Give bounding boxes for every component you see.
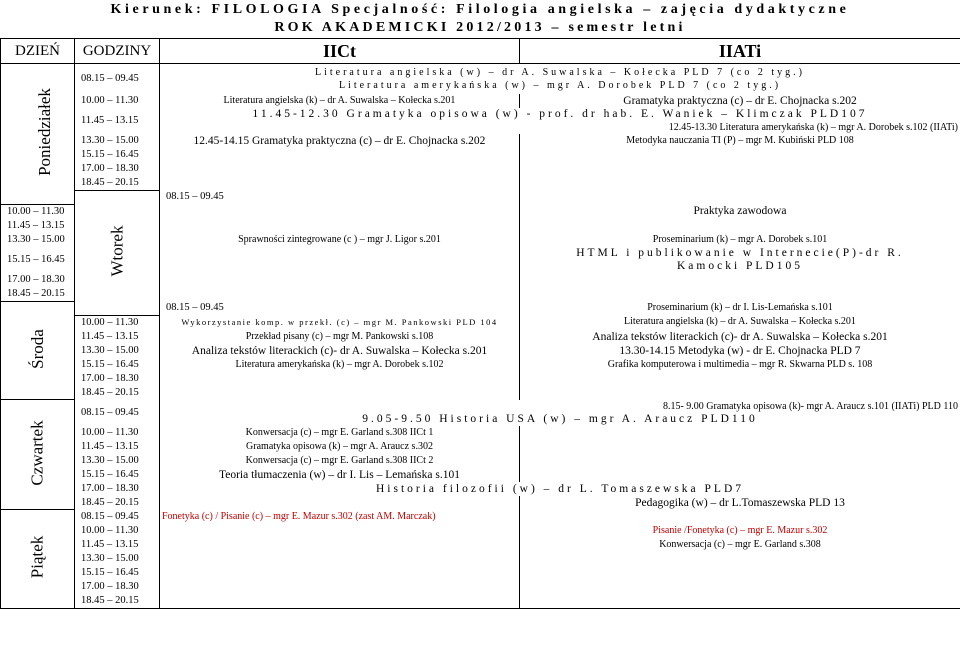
class-cell [160,64,960,94]
time-slot: 17.00 – 18.30 [1,273,75,287]
class-cell: 13.30-14.15 Metodyka (w) - dr E. Chojnacka PLD 7 [520,344,960,358]
time-slot: 10.00 – 11.30 [75,524,160,538]
schedule-row [1,358,960,372]
class-cell: Sprawności zintegrowane (c ) – mgr J. Ligor s.201 [160,233,520,247]
academic-year-title: ROK AKADEMICKI 2012/2013 – semestr letni [274,20,686,35]
class-cell: Konwersacja (c) – mgr E. Garland s.308 IICt 1 [160,426,520,440]
schedule-row [1,482,960,496]
schedule-row [1,176,960,191]
class-cell: Konwersacja (c) – mgr E. Garland s.308 [520,538,960,552]
schedule-row [1,315,960,330]
class-cell: Literatura angielska (k) – dr A. Suwalska – Kołecka s.201 [520,315,960,330]
time-slot: 13.30 – 15.00 [75,344,160,358]
time-slot: 11.45 – 13.15 [75,440,160,454]
day-monday: Poniedziałek [1,64,75,205]
time-slot: 08.15 – 09.45 [75,510,160,524]
time-slot: 15.15 – 16.45 [1,247,75,273]
day-friday: Piątek [1,510,75,609]
time-slot: 08.15 – 09.45 [75,64,160,94]
day-tuesday: Wtorek [75,190,160,315]
class-cell: Analiza tekstów literackich (c)- dr A. Suwalska – Kołecka s.201 [520,330,960,344]
class-cell: Metodyka nauczania TI (P) – mgr M. Kubiński PLD 108 [520,134,960,148]
schedule-row [1,94,960,108]
time-slot: 08.15 – 09.45 [160,190,520,204]
time-slot: 10.00 – 11.30 [1,204,75,219]
schedule-row [1,400,960,426]
time-slot: 10.00 – 11.30 [75,315,160,330]
schedule-row [1,426,960,440]
time-slot: 10.00 – 11.30 [75,426,160,440]
class-cell: Grafika komputerowa i multimedia – mgr R. Skwarna PLD s. 108 [520,358,960,372]
class-lecture: Literatura angielska (w) – dr A. Suwalska – Kołecka PLD 7 (co 2 tyg.) [315,66,805,78]
schedule-table [0,38,960,609]
schedule-row [1,496,960,510]
schedule-row [1,454,960,468]
schedule-row [1,566,960,580]
time-slot: 13.30 – 15.00 [75,552,160,566]
day-column-header: DZIEŃ [1,39,75,64]
time-slot: 17.00 – 18.30 [75,580,160,594]
field-of-study-title: Kierunek: FILOLOGIA Specjalność: Filologia angielska – zajęcia dydaktyczne [110,2,850,17]
time-slot: 18.45 – 20.15 [75,386,160,400]
time-slot: 13.30 – 15.00 [75,134,160,148]
class-cell: 12.45-14.15 Gramatyka praktyczna (c) – dr E. Chojnacka s.202 [160,134,520,148]
class-cell: Proseminarium (k) – dr I. Lis-Lemańska s.101 [520,301,960,315]
class-cell: Konwersacja (c) – mgr E. Garland s.308 IICt 2 [160,454,520,468]
document-header [0,0,960,38]
day-wednesday: Środa [1,301,75,400]
schedule-row [1,372,960,386]
class-lecture: Literatura amerykańska (w) – mgr A. Dorobek PLD 7 (co 2 tyg.) [338,79,782,91]
time-slot: 10.00 – 11.30 [75,94,160,108]
time-slot: 11.45 – 13.15 [75,108,160,134]
schedule-row [1,538,960,552]
time-slot: 15.15 – 16.45 [75,148,160,162]
time-slot: 15.15 – 16.45 [75,468,160,482]
time-slot: 08.15 – 09.45 [160,301,520,315]
class-entry: 12.45-13.30 Literatura amerykańska (k) – mgr A. Dorobek s.102 (IIATi) [668,121,958,133]
time-slot: 13.30 – 15.00 [75,454,160,468]
schedule-row [1,134,960,148]
class-cell: Fonetyka (c) / Pisanie (c) – mgr E. Mazur s.302 (zast AM. Marczak) [160,510,520,524]
time-slot: 13.30 – 15.00 [1,233,75,247]
time-slot: 08.15 – 09.45 [75,400,160,426]
time-slot: 11.45 – 13.15 [75,330,160,344]
time-slot: 18.45 – 20.15 [75,176,160,191]
class-cell: Pedagogika (w) – dr L.Tomaszewska PLD 13 [520,496,960,510]
time-slot: 18.45 – 20.15 [75,496,160,510]
schedule-row [1,440,960,454]
class-cell: Teoria tłumaczenia (w) – dr I. Lis – Lemańska s.101 [160,468,520,482]
class-cell: Literatura angielska (k) – dr A. Suwalska – Kołecka s.201 [160,94,520,108]
class-cell: Literatura amerykańska (k) – mgr A. Dorobek s.102 [160,358,520,372]
time-slot: 18.45 – 20.15 [1,287,75,302]
schedule-row [1,344,960,358]
time-slot: 11.45 – 13.15 [75,538,160,552]
schedule-row [1,162,960,176]
day-thursday: Czwartek [1,400,75,510]
schedule-row [1,330,960,344]
schedule-row [1,108,960,134]
hours-column-header: GODZINY [75,39,160,64]
time-slot: 11.45 – 13.15 [1,219,75,233]
schedule-row [1,148,960,162]
class-cell: HTML i publikowanie w Internecie(P)-dr R. Kamocki PLD105 [520,247,960,273]
class-lecture: 11.45-12.30 Gramatyka opisowa (w) - prof. dr hab. E. Waniek – Klimczak PLD107 [252,107,868,120]
schedule-row [1,386,960,400]
schedule-row [1,510,960,524]
time-slot: 17.00 – 18.30 [75,482,160,496]
time-slot: 15.15 – 16.45 [75,358,160,372]
class-cell: Proseminarium (k) – mgr A. Dorobek s.101 [520,233,960,247]
schedule-row [1,64,960,94]
group-iiati-header: IIATi [520,39,960,64]
schedule-row [1,468,960,482]
class-cell: Analiza tekstów literackich (c)- dr A. Suwalska – Kołecka s.201 [160,344,520,358]
class-cell: Gramatyka opisowa (k) – mgr A. Araucz s.302 [160,440,520,454]
class-cell: 8.15- 9.00 Gramatyka opisowa (k)- mgr A. Araucz s.101 (IIATi) PLD 110 9.05-9.50 Historia USA (w) – mgr A. Araucz PLD110 [160,400,960,426]
group-iict-header: IICt [160,39,520,64]
schedule-row [1,190,960,204]
class-cell: Przekład pisany (c) – mgr M. Pankowski s.108 [160,330,520,344]
time-slot: 17.00 – 18.30 [75,162,160,176]
class-cell: Wykorzystanie komp. w przekł. (c) – mgr M. Pankowski PLD 104 [160,315,520,330]
class-cell: Pisanie /Fonetyka (c) – mgr E. Mazur s.302 [520,524,960,538]
class-cell: Gramatyka praktyczna (c) – dr E. Chojnacka s.202 [520,94,960,108]
column-header-row [1,39,960,64]
class-cell: Historia filozofii (w) – dr L. Tomaszewska PLD7 [160,482,960,496]
time-slot: 17.00 – 18.30 [75,372,160,386]
schedule-row [1,580,960,594]
schedule-row [1,552,960,566]
schedule-row [1,594,960,609]
class-cell: Praktyka zawodowa [520,204,960,219]
time-slot: 15.15 – 16.45 [75,566,160,580]
schedule-row [1,524,960,538]
class-cell [160,108,960,134]
time-slot: 18.45 – 20.15 [75,594,160,609]
